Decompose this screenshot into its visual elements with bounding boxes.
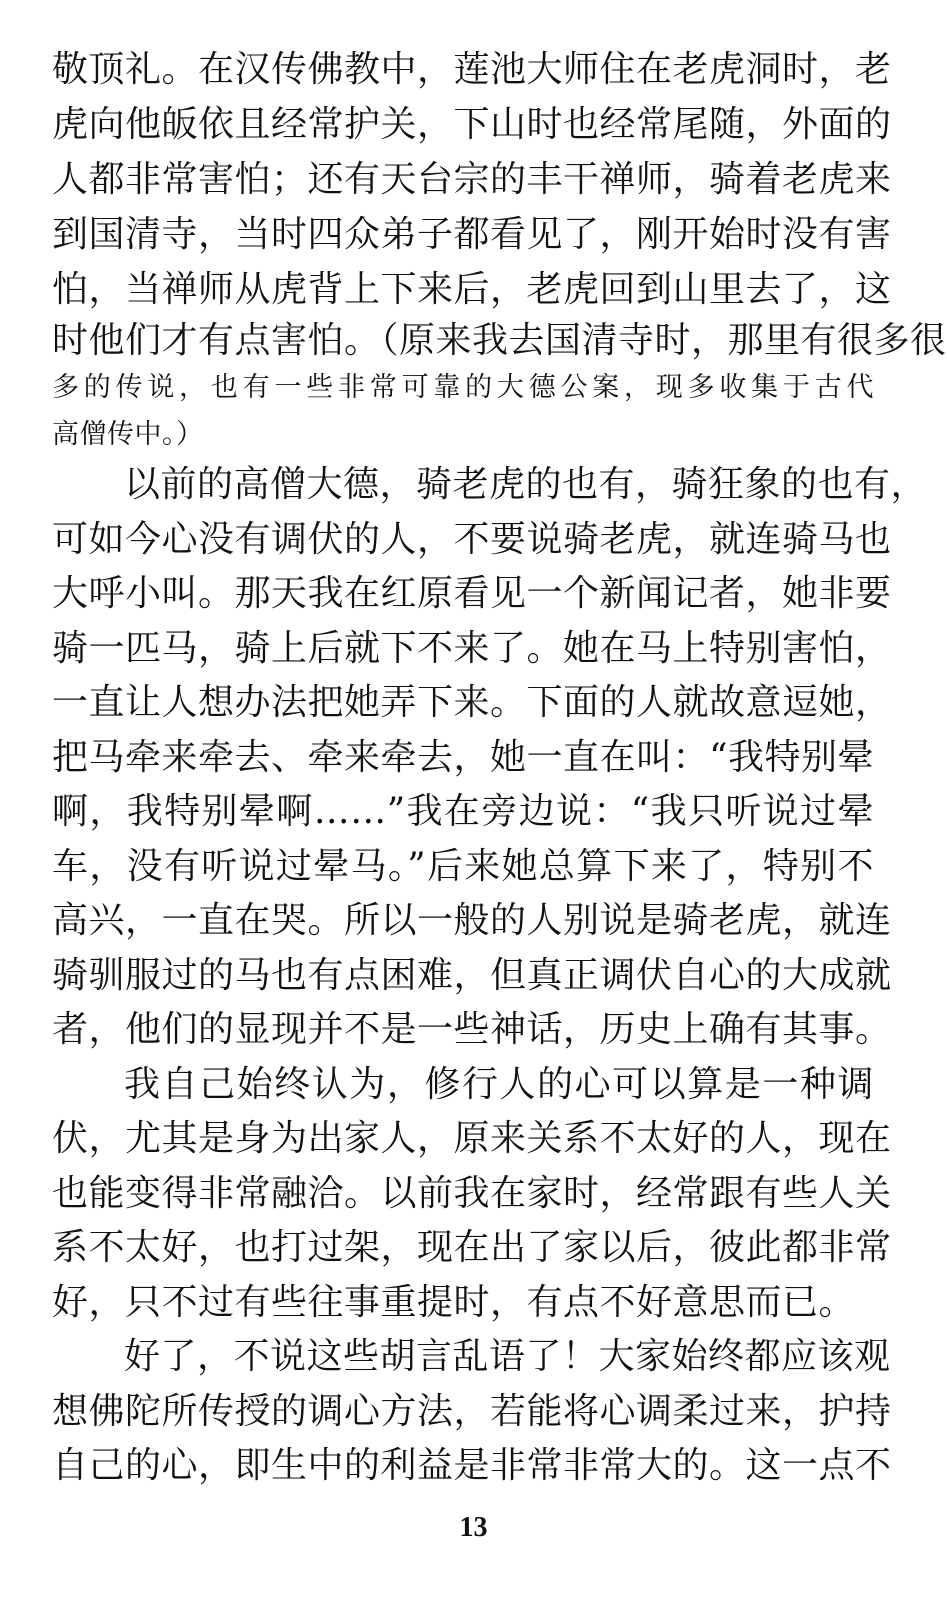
text-line: 敬顶礼。在汉传佛教中，莲池大师住在老虎洞时，老 [52,49,892,90]
annotation-line: 多的传说，也有一些非常可靠的大德公案，现多收集于古代 [52,372,874,403]
text-line: 自己的心，即生中的利益是非常非常大的。这一点不 [52,1445,892,1486]
text-line: 怕，当禅师从虎背上下来后，老虎回到山里去了，这 [52,269,892,310]
text-line: 啊，我特别晕啊……”我在旁边说：“我只听说过晕 [52,791,874,832]
text-line: 把马牵来牵去、牵来牵去，她一直在叫：“我特别晕 [52,737,874,778]
text-line: 伏，尤其是身为出家人，原来关系不太好的人，现在 [52,1118,892,1159]
text-line: 骑驯服过的马也有点困难，但真正调伏自心的大成就 [52,955,892,996]
text-line: 虎向他皈依且经常护关，下山时也经常尾随，外面的 [52,104,892,145]
text-line: 到国清寺，当时四众弟子都看见了，刚开始时没有害 [52,214,892,255]
page-number: 13 [459,1512,488,1543]
text-line: 骑一匹马，骑上后就下不来了。她在马上特别害怕， [52,628,892,669]
text-line: 车，没有听说过晕马。”后来她总算下来了，特别不 [52,846,874,887]
text-line: 系不太好，也打过架，现在出了家以后，彼此都非常 [52,1227,892,1268]
text-line: 想佛陀所传授的调心方法，若能将心调柔过来，护持 [52,1391,892,1432]
text-line: 可如今心没有调伏的人，不要说骑老虎，就连骑马也 [52,519,892,560]
text-line: 人都非常害怕；还有天台宗的丰干禅师，骑着老虎来 [52,159,892,200]
paragraph-first-line: 好了，不说这些胡言乱语了！大家始终都应该观 [124,1336,891,1377]
text-line: 一直让人想办法把她弄下来。下面的人就故意逗她， [52,682,892,723]
text-line: 者，他们的显现并不是一些神话，历史上确有其事。 [52,1009,892,1050]
text-line: 好，只不过有些往事重提时，有点不好意思而已。 [52,1282,856,1323]
annotation-line: 高僧传中。） [52,419,204,450]
paragraph-first-line: 以前的高僧大德，骑老虎的也有，骑狂象的也有， [124,464,928,505]
text-line: 高兴，一直在哭。所以一般的人别说是骑老虎，就连 [52,900,892,941]
text-line: 也能变得非常融洽。以前我在家时，经常跟有些人关 [52,1173,892,1214]
paragraph-first-line: 我自己始终认为，修行人的心可以算是一种调 [124,1064,874,1105]
text-line: 大呼小叫。那天我在红原看见一个新闻记者，她非要 [52,573,892,614]
text-line: 时他们才有点害怕。（原来我去国清寺时，那里有很多很 [52,320,947,361]
